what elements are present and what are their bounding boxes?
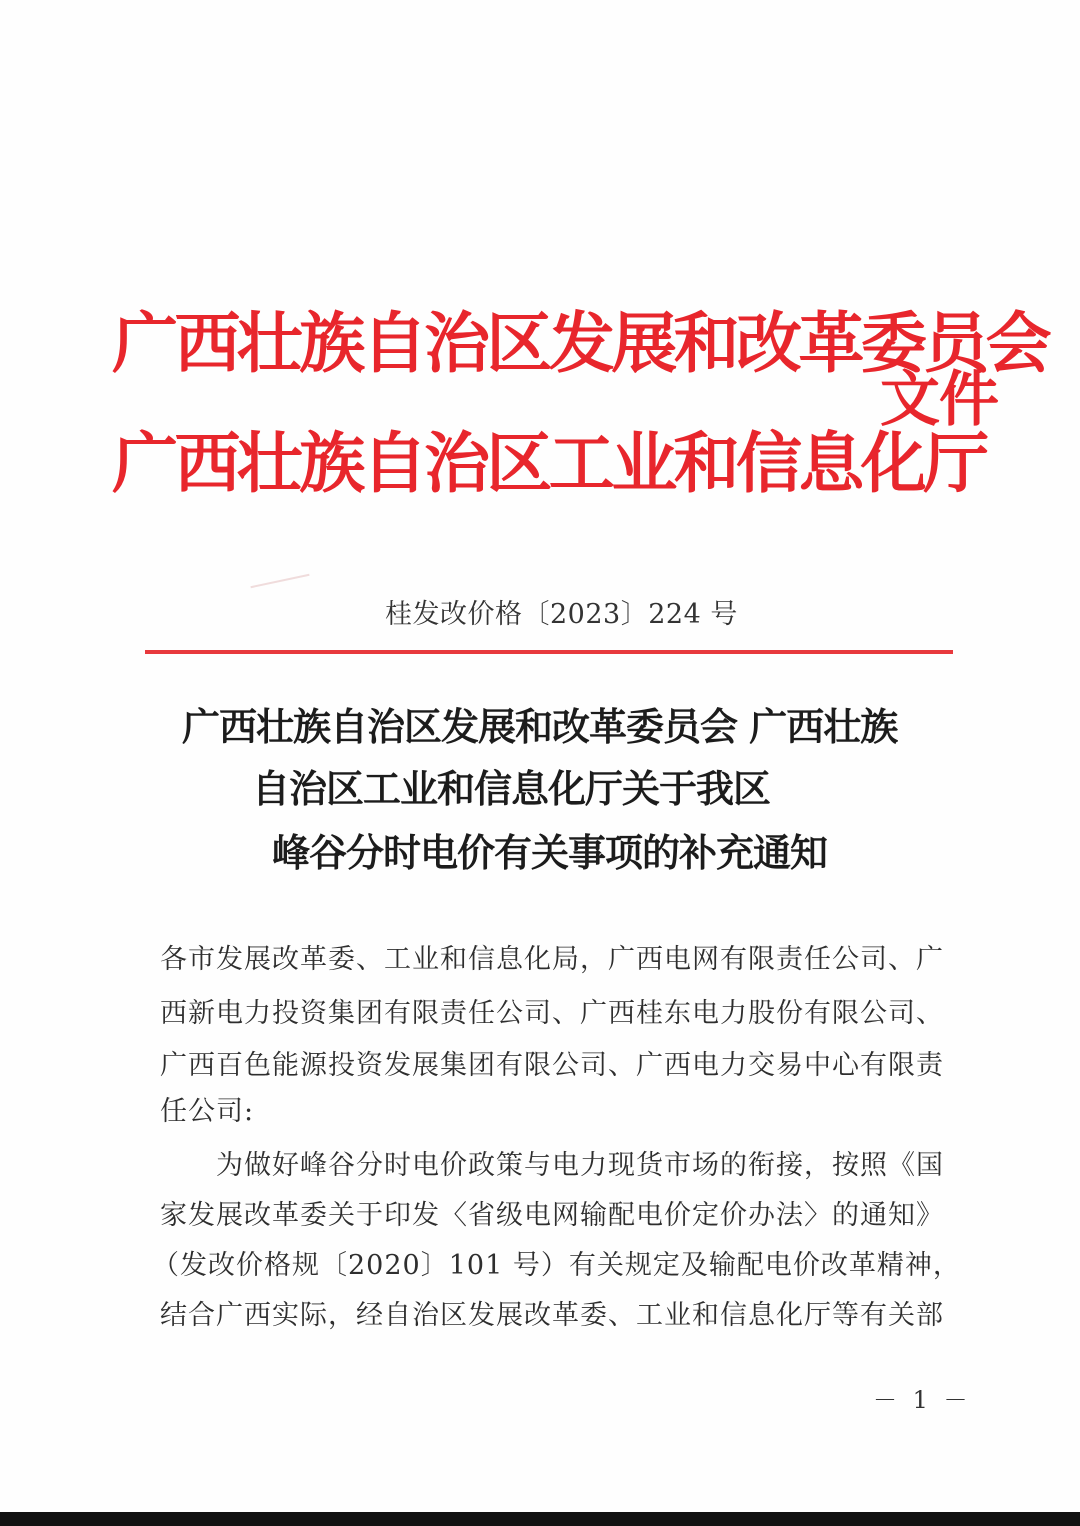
issuer-name-1: 广西壮族自治区发展和改革委员会 <box>112 304 1048 382</box>
red-divider <box>145 650 953 654</box>
page-number: － 1 － <box>873 1386 972 1414</box>
issuer-name-2: 广西壮族自治区工业和信息化厅 <box>112 424 986 502</box>
body-line: 为做好峰谷分时电价政策与电力现货市场的衔接，按照《国 <box>216 1150 944 1181</box>
body-line: 家发展改革委关于印发〈省级电网输配电价定价办法〉的通知》 <box>160 1200 944 1231</box>
body-line: 广西百色能源投资发展集团有限公司、广西电力交易中心有限责 <box>160 1050 944 1081</box>
document-word: 文件 <box>880 365 998 435</box>
body-line: 各市发展改革委、工业和信息化局，广西电网有限责任公司、广 <box>160 944 944 975</box>
title-line-1: 广西壮族自治区发展和改革委员会 广西壮族 <box>182 704 898 749</box>
body-line: 结合广西实际，经自治区发展改革委、工业和信息化厅等有关部 <box>160 1300 944 1331</box>
title-line-2: 自治区工业和信息化厅关于我区 <box>252 766 771 811</box>
body-line: （发改价格规〔2020〕101 号）有关规定及输配电价改革精神， <box>152 1250 961 1281</box>
body-line: 西新电力投资集团有限责任公司、广西桂东电力股份有限公司、 <box>160 998 944 1029</box>
title-line-3: 峰谷分时电价有关事项的补充通知 <box>272 830 828 875</box>
bottom-edge-bar <box>0 1512 1080 1526</box>
document-number: 桂发改价格〔2023〕224 号 <box>385 599 738 630</box>
scan-mark <box>250 574 309 588</box>
body-line: 任公司: <box>160 1096 255 1127</box>
